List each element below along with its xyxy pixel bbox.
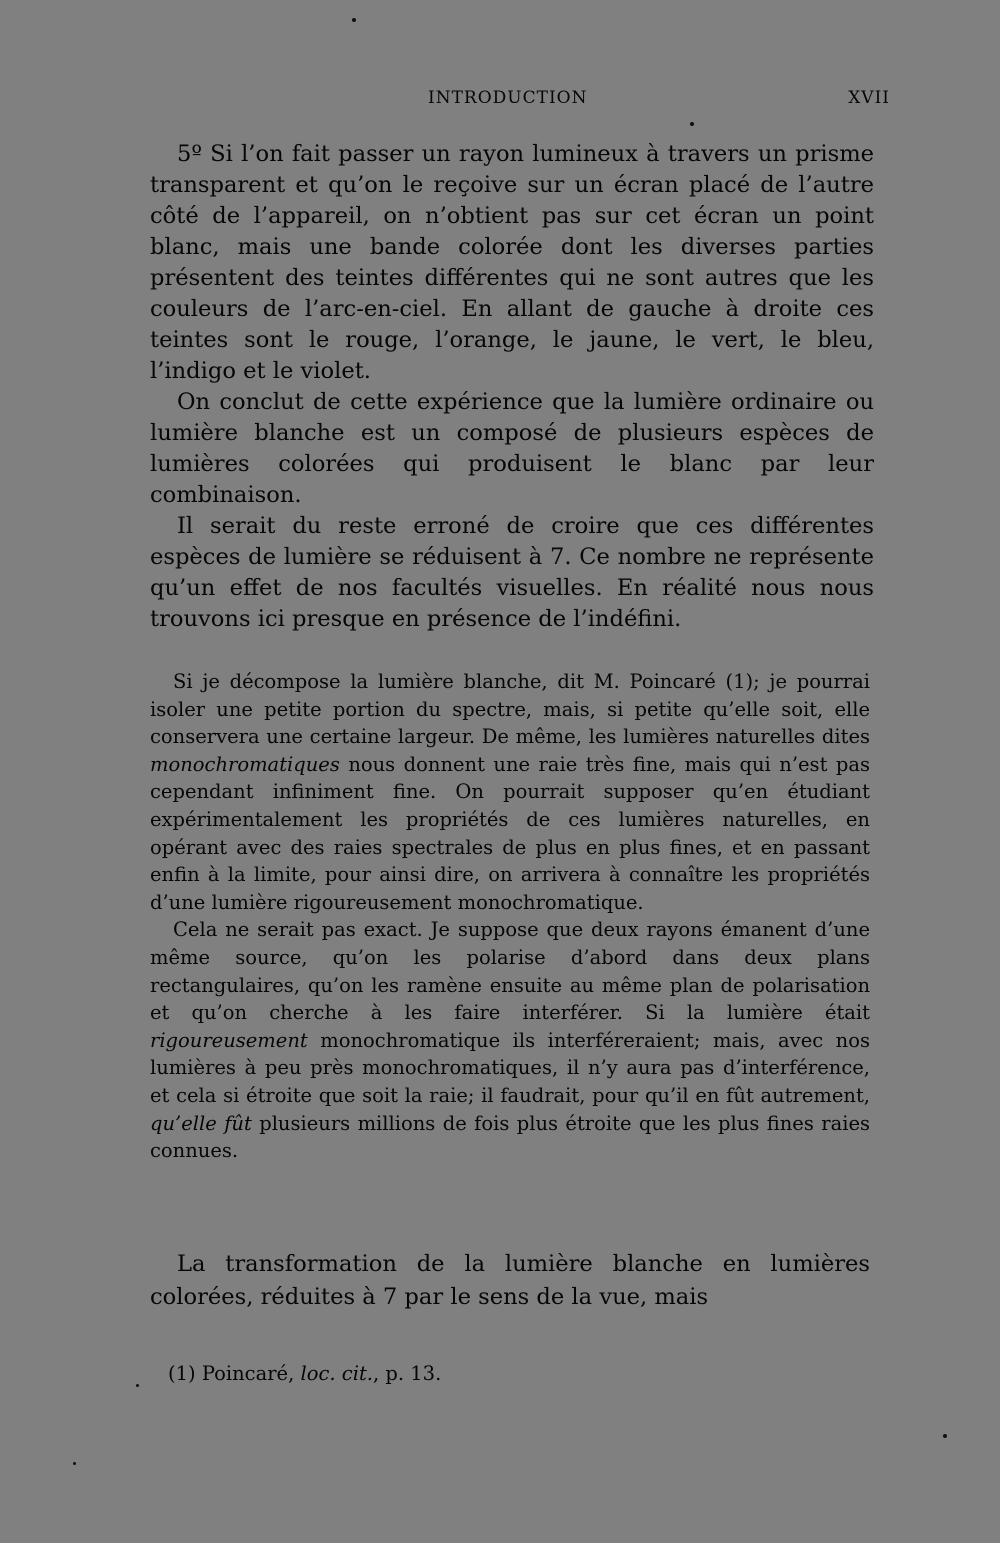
continuation-text [150, 1248, 870, 1314]
paragraph: La transformation de la lumière blanche en lumières colorées, réduites à 7 par le sens de la vue, mais [150, 1251, 870, 1310]
ink-speck [352, 18, 356, 22]
quotation-block [150, 668, 870, 1165]
quote-text: Cela ne serait pas exact. Je suppose que deux rayons émanent d’une même source, qu’on les polarise d’abord dans deux plans rectangulaires, qu’on les ramène ensuite au même plan de polarisation et qu’on cherche à les faire interférer. Si la lumière était [150, 918, 870, 1025]
footnote-marker: (1) Poincaré, [168, 1362, 301, 1385]
quote-text: plusieurs millions de fois plus étroite que les plus fines raies connues. [150, 1111, 870, 1163]
ink-speck [136, 1384, 139, 1387]
footnote-emphasis: loc. cit. [300, 1362, 373, 1385]
paragraph: On conclut de cette expérience que la lumière ordinaire ou lumière blanche est un composé de plusieurs espèces de lumières colorées qui produisent le blanc par leur combinaison. [150, 389, 874, 508]
paragraph: 5º Si l’on fait passer un rayon lumineux à travers un prisme transparent et qu’on le reçoive sur un écran placé de l’autre côté de l’appareil, on n’obtient pas sur cet écran un point blanc, mais une bande colorée dont les diverses parties présentent des teintes différentes qui ne sont autres que les couleurs de l’arc-en-ciel. En allant de gauche à droite ces teintes sont le rouge, l’orange, le jaune, le vert, le bleu, l’indigo et le violet. [150, 141, 874, 384]
main-text [150, 139, 874, 635]
quote-emphasis: qu’elle fût [150, 1111, 252, 1135]
quote-paragraph [150, 916, 870, 1164]
ink-speck [690, 122, 694, 126]
ink-speck [73, 1462, 76, 1465]
quote-text: monochromatique ils interféreraient; mais, avec nos lumières à peu près monochromatiques, il n’y aura pas d’interférence, et cela si étroite que soit la raie; il faudrait, pour qu’il en fût autrement, [150, 1028, 870, 1107]
footnote [168, 1362, 441, 1385]
footnote-text: , p. 13. [373, 1362, 442, 1385]
quote-emphasis: rigoureusement [150, 1028, 308, 1052]
quote-paragraph [150, 668, 870, 916]
running-header [150, 88, 890, 114]
quote-text: nous donnent une raie très fine, mais qui n’est pas cependant infiniment fine. On pourrait supposer qu’en étudiant expérimentalement les propriétés de ces lumières naturelles, en opérant avec des raies spectrales de plus en plus fines, et en passant enfin à la limite, pour ainsi dire, on arrivera à connaître les propriétés d’une lumière rigoureusement monochromatique. [150, 752, 870, 914]
quote-text: Si je décompose la lumière blanche, dit M. Poincaré (1); je pourrai isoler une petite portion du spectre, mais, si petite qu’elle soit, elle conservera une certaine largeur. De même, les lumières naturelles dites [150, 670, 870, 749]
quote-emphasis: monochromatiques [150, 752, 340, 776]
ink-speck [943, 1434, 947, 1438]
page-number: XVII [848, 88, 890, 108]
paragraph: Il serait du reste erroné de croire que ces différentes espèces de lumière se réduisent à 7. Ce nombre ne représente qu’un effet de nos facultés visuelles. En réalité nous nous trouvons ici presque en présence de l’indéfini. [150, 513, 874, 632]
running-title: INTRODUCTION [428, 88, 588, 108]
